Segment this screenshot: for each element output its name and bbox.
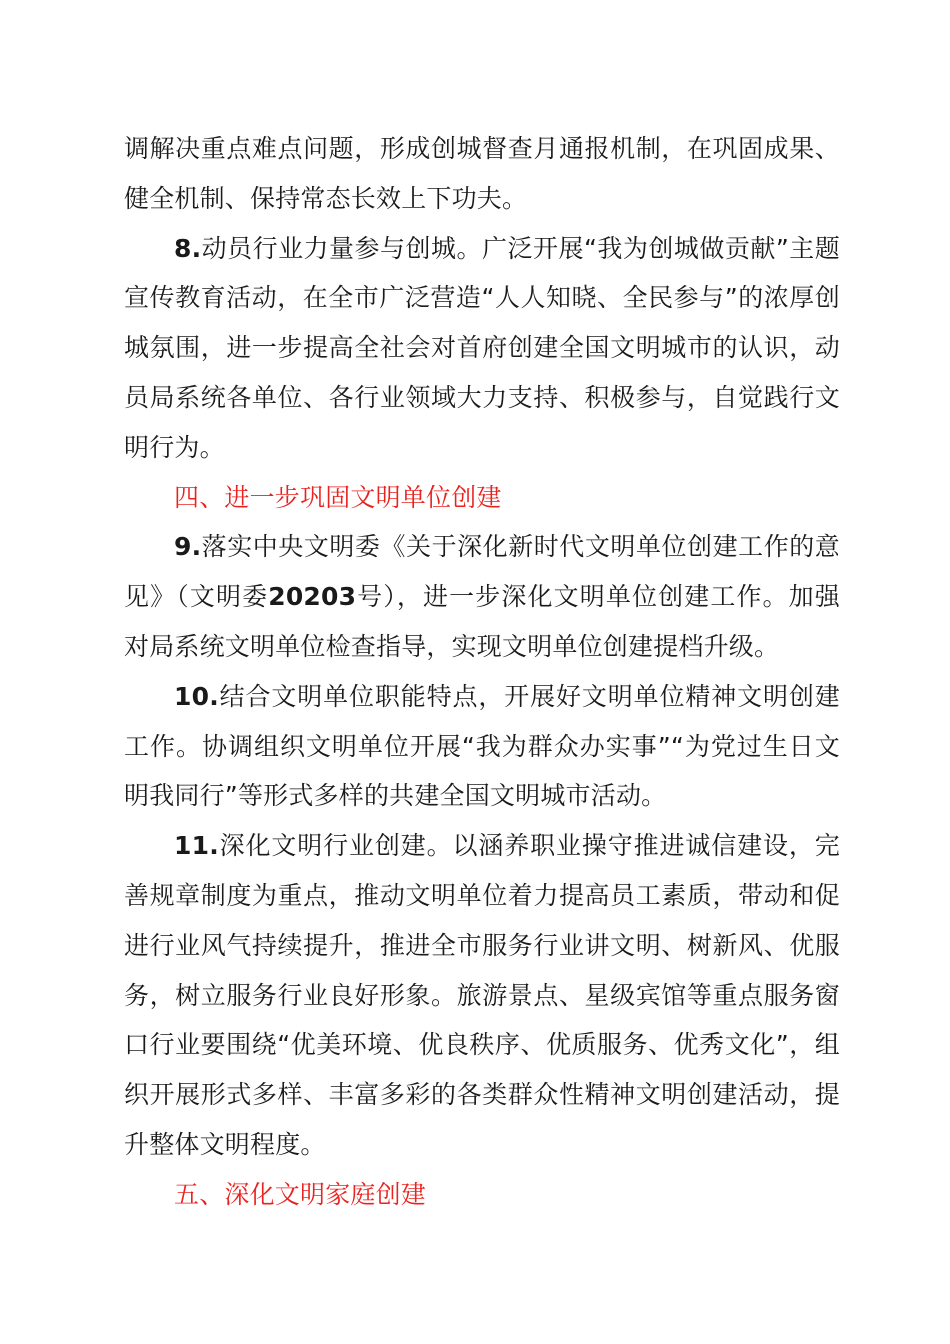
document-page [124,124,840,1220]
section-heading-5 [124,1170,840,1220]
heading-text: 四、进一步巩固文明单位创建 [174,482,502,512]
section-heading-4 [124,473,840,523]
paragraph-text: 结合文明单位职能特点，开展好文明单位精神文明创建工作。协调组织文明单位开展“我为群众办实事”“为党过生日文明我同行”等形式多样的共建全国文明城市活动。 [124,681,840,811]
paragraph-8 [124,224,840,473]
paragraph-text: 调解决重点难点问题，形成创城督查月通报机制，在巩固成果、健全机制、保持常态长效上下功夫。 [124,134,840,213]
paragraph-number: 11. [174,831,219,861]
paragraph-continuation [124,124,840,224]
heading-text: 五、深化文明家庭创建 [174,1179,427,1209]
paragraph-11 [124,821,840,1170]
paragraph-number: 10. [174,681,219,711]
document-number: 20203 [268,582,357,612]
paragraph-text-before: 落实中央文明委《关于深化新时代文明单位创建工作的意见》（文明委 [124,532,840,612]
paragraph-10 [124,672,840,821]
paragraph-text: 动员行业力量参与创城。广泛开展“我为创城做贡献”主题宣传教育活动，在全市广泛营造“人人知晓、全民参与”的浓厚创城氛围，进一步提高全社会对首府创建全国文明城市的认识，动员局系统各单位、各行业领域大力支持、积极参与，自觉践行文明行为。 [124,233,840,462]
paragraph-number: 8. [174,233,202,263]
paragraph-text: 深化文明行业创建。以涵养职业操守推进诚信建设，完善规章制度为重点，推动文明单位着力提高员工素质，带动和促进行业风气持续提升，推进全市服务行业讲文明、树新风、优服务，树立服务行业良好形象。旅游景点、星级宾馆等重点服务窗口行业要围绕“优美环境、优良秩序、优质服务、优秀文化”，组织开展形式多样、丰富多彩的各类群众性精神文明创建活动，提升整体文明程度。 [124,831,840,1159]
paragraph-9 [124,522,840,671]
paragraph-text-after: 号），进一步深化文明单位创建工作。加强对局系统文明单位检查指导，实现文明单位创建提档升级。 [124,582,841,661]
paragraph-number: 9. [174,532,202,562]
